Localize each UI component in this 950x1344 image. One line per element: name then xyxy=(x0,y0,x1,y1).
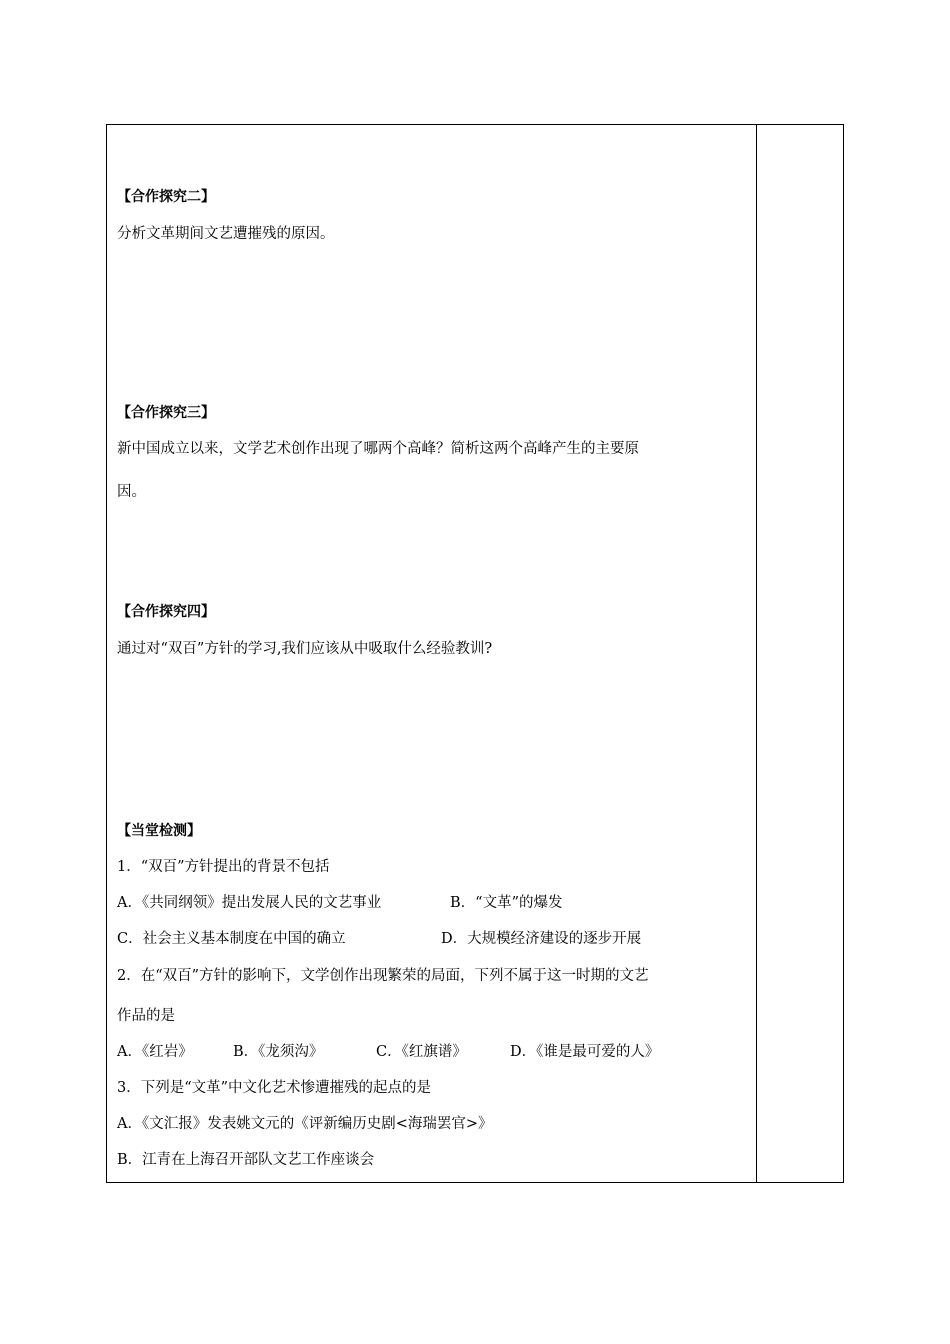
q1-stem: 1．“双百”方针提出的背景不包括 xyxy=(117,859,330,875)
column-divider xyxy=(756,125,757,1182)
section-question-2: 分析文革期间文艺遭摧残的原因。 xyxy=(117,226,335,242)
q3-option-a: A．《文汇报》发表姚文元的《评新编历史剧<海瑞罢官>》 xyxy=(117,1116,493,1132)
q2-option-b: B．《龙须沟》 xyxy=(233,1044,324,1060)
q1-options-row1 xyxy=(117,894,562,912)
q1-option-a: A．《共同纲领》提出发展人民的文艺事业 xyxy=(117,895,382,911)
q3-option-b: B．江青在上海召开部队文艺工作座谈会 xyxy=(117,1152,375,1168)
q2-stem-line1: 2．在“双百”方针的影响下，文学创作出现繁荣的局面，下列不属于这一时期的文艺 xyxy=(117,968,649,984)
section-heading-3: 【合作探究三】 xyxy=(117,405,215,421)
section-heading-4: 【合作探究四】 xyxy=(117,604,215,620)
q1-option-b: B．“文革”的爆发 xyxy=(450,895,563,911)
section-question-3-line2: 因。 xyxy=(117,484,146,500)
q2-stem-line2: 作品的是 xyxy=(117,1008,175,1024)
worksheet-table xyxy=(106,124,844,1183)
q1-option-c: C．社会主义基本制度在中国的确立 xyxy=(117,931,346,947)
section-heading-2: 【合作探究二】 xyxy=(117,189,215,205)
section-question-4: 通过对“双百”方针的学习,我们应该从中吸取什么经验教训? xyxy=(117,641,493,657)
q2-option-a: A．《红岩》 xyxy=(117,1044,193,1060)
q3-stem: 3．下列是“文革”中文化艺术惨遭摧残的起点的是 xyxy=(117,1080,432,1096)
section-question-3-line1: 新中国成立以来，文学艺术创作出现了哪两个高峰？简析这两个高峰产生的主要原 xyxy=(117,441,639,457)
test-heading: 【当堂检测】 xyxy=(117,823,201,839)
q2-option-d: D．《谁是最可爱的人》 xyxy=(510,1044,660,1060)
q1-options-row2 xyxy=(117,930,641,948)
q1-option-d: D．大规模经济建设的逐步开展 xyxy=(441,931,642,947)
q2-option-c: C．《红旗谱》 xyxy=(376,1044,467,1060)
q2-options-row xyxy=(117,1043,659,1061)
